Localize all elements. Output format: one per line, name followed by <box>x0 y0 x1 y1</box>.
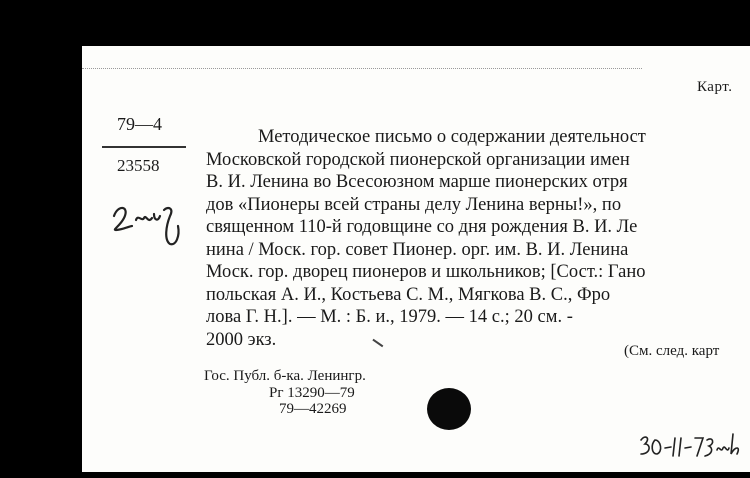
card-header-label: Карт. <box>697 79 733 95</box>
ink-blot <box>427 388 471 430</box>
divider-rule <box>102 146 186 148</box>
entry-line: нина / Моск. гор. совет Пионер. орг. им. В. И. Ленина <box>206 239 629 260</box>
catalog-card <box>82 46 750 472</box>
entry-line: В. И. Ленина во Всесоюзном марше пионерских отря <box>206 172 628 192</box>
dotted-rule <box>82 68 642 70</box>
shelf-mark: 79—4 <box>117 114 162 134</box>
library-name: Гос. Публ. б-ка. Ленингр. <box>204 368 366 384</box>
entry-line: Методическое письмо о содержании деятельност <box>258 127 646 147</box>
entry-line: лова Г. Н.]. — М. : Б. и., 1979. — 14 с.; 20 см. - <box>206 307 573 327</box>
handwritten-date <box>637 428 749 462</box>
bibliographic-entry <box>206 126 750 351</box>
entry-line: дов «Пионеры всей страны делу Ленина верны!», по <box>206 194 622 215</box>
entry-line: священном 110-й годовщине со дня рождения В. И. Ле <box>206 217 638 237</box>
entry-line: польская А. И., Костьева С. М., Мягкова В. С., Фро <box>206 284 611 305</box>
accession-number: 23558 <box>117 156 160 175</box>
entry-line: Моск. гор. дворец пионеров и школьников; [Сост.: Гано <box>206 262 646 282</box>
entry-line: 2000 экз. <box>206 329 277 350</box>
handwritten-copies-note <box>108 196 190 252</box>
library-code: Рг 13290—79 <box>269 385 355 401</box>
card-number: 79—42269 <box>279 401 347 417</box>
continued-note: (См. след. карт <box>624 343 720 359</box>
entry-line: Московской городской пионерской организации имен <box>206 149 630 170</box>
